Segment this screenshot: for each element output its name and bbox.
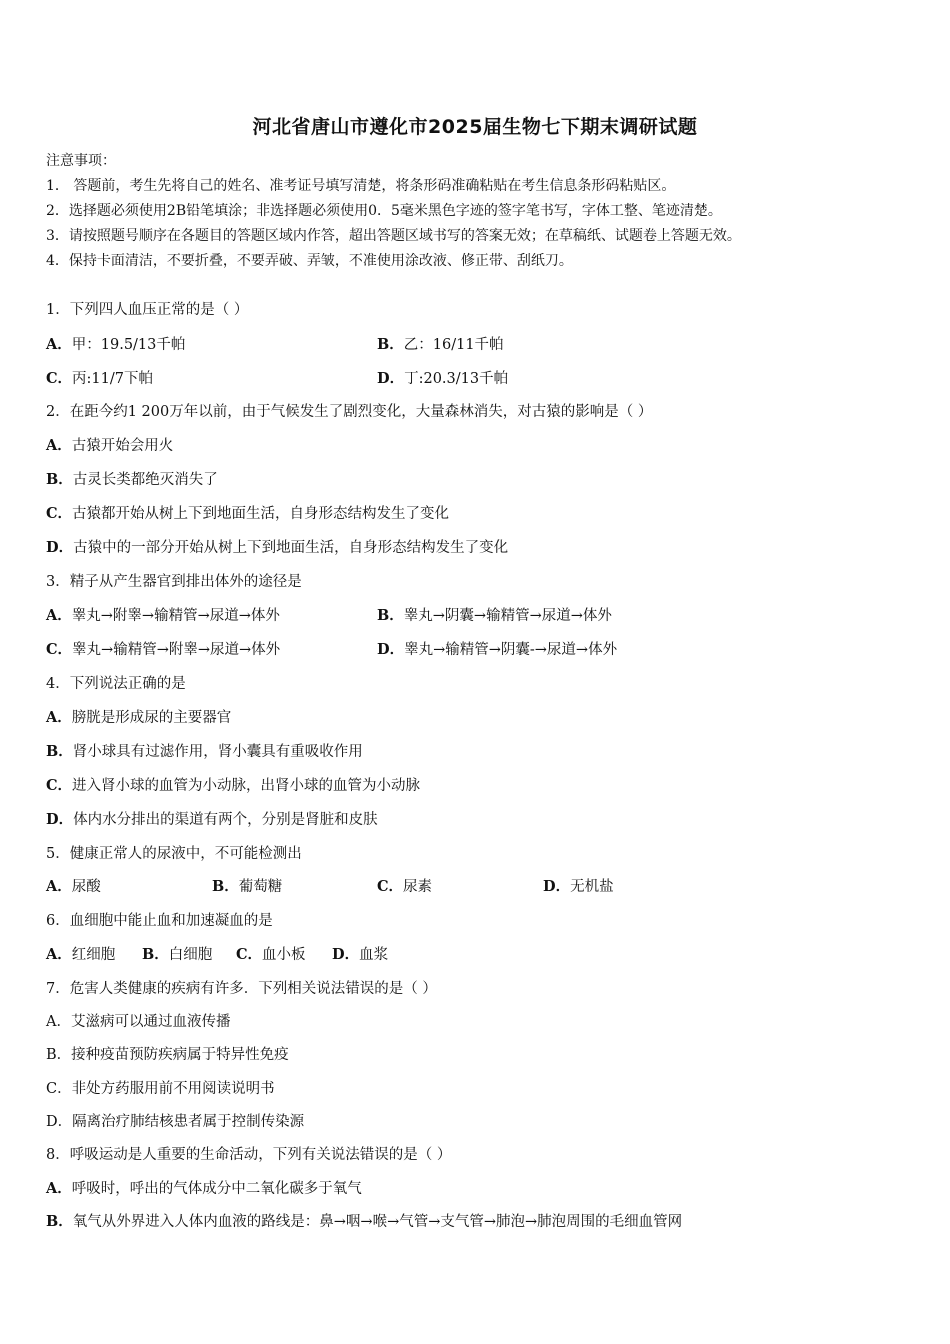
question-6-option-d: D．血浆 xyxy=(332,946,389,963)
question-3-option-d: D．睾丸→输精管→阴囊-→尿道→体外 xyxy=(377,641,618,658)
notice-item-4: 4．保持卡面清洁，不要折叠，不要弄破、弄皱，不准使用涂改液、修正带、刮纸刀。 xyxy=(46,253,573,269)
question-3-option-b: B．睾丸→阴囊→输精管→尿道→体外 xyxy=(377,607,612,624)
question-1-option-a: A．甲：19.5/13千帕 xyxy=(46,336,186,353)
notice-item-2: 2．选择题必须使用2B铅笔填涂；非选择题必须使用0．5毫米黑色字迹的签字笔书写，字体工整、笔迹清楚。 xyxy=(46,203,722,219)
question-6-option-a: A．红细胞 xyxy=(46,946,116,963)
question-2-stem: 2．在距今约1 200万年以前，由于气候发生了剧烈变化，大量森林消失，对古猿的影响是（ ） xyxy=(46,404,653,420)
page-title: 河北省唐山市遵化市2025届生物七下期末调研试题 xyxy=(252,116,698,138)
question-2-option-b: B．古灵长类都绝灭消失了 xyxy=(46,471,218,488)
question-4-stem: 4．下列说法正确的是 xyxy=(46,676,186,692)
question-8-stem: 8．呼吸运动是人重要的生命活动，下列有关说法错误的是（ ） xyxy=(46,1147,452,1163)
question-5-option-b: B．葡萄糖 xyxy=(212,878,283,895)
question-7-option-a: A．艾滋病可以通过血液传播 xyxy=(46,1014,231,1030)
question-3-stem: 3．精子从产生器官到排出体外的途径是 xyxy=(46,574,302,590)
question-3-option-c: C．睾丸→输精管→附睾→尿道→体外 xyxy=(46,641,281,658)
question-4-option-b: B．肾小球具有过滤作用，肾小囊具有重吸收作用 xyxy=(46,743,363,760)
question-2-option-c: C．古猿都开始从树上下到地面生活，自身形态结构发生了变化 xyxy=(46,505,450,522)
question-7-option-d: D．隔离治疗肺结核患者属于控制传染源 xyxy=(46,1114,305,1130)
question-6-stem: 6．血细胞中能止血和加速凝血的是 xyxy=(46,913,273,929)
question-5-option-d: D．无机盐 xyxy=(543,878,614,895)
question-6-option-c: C．血小板 xyxy=(236,946,306,963)
question-1-stem: 1．下列四人血压正常的是（ ） xyxy=(46,302,249,318)
question-2-option-a: A．古猿开始会用火 xyxy=(46,437,174,454)
question-1-option-d: D．丁:20.3/13千帕 xyxy=(377,370,509,387)
question-1-option-c: C．丙:11/7下帕 xyxy=(46,370,153,387)
question-5-option-c: C．尿素 xyxy=(377,878,433,895)
question-5-option-a: A．尿酸 xyxy=(46,878,101,895)
question-2-option-d: D．古猿中的一部分开始从树上下到地面生活，自身形态结构发生了变化 xyxy=(46,539,509,556)
question-5-stem: 5．健康正常人的尿液中，不可能检测出 xyxy=(46,846,302,862)
question-4-option-d: D．体内水分排出的渠道有两个，分别是肾脏和皮肤 xyxy=(46,811,378,828)
question-4-option-a: A．膀胱是形成尿的主要器官 xyxy=(46,709,232,726)
question-6-option-b: B．白细胞 xyxy=(142,946,213,963)
notice-heading: 注意事项： xyxy=(46,153,116,169)
question-7-option-c: C．非处方药服用前不用阅读说明书 xyxy=(46,1081,275,1097)
question-7-option-b: B．接种疫苗预防疾病属于特异性免疫 xyxy=(46,1047,289,1063)
question-4-option-c: C．进入肾小球的血管为小动脉，出肾小球的血管为小动脉 xyxy=(46,777,421,794)
question-7-stem: 7．危害人类健康的疾病有许多．下列相关说法错误的是（ ） xyxy=(46,981,437,997)
question-8-option-a: A．呼吸时，呼出的气体成分中二氧化碳多于氧气 xyxy=(46,1180,362,1197)
question-8-option-b: B．氧气从外界进入人体内血液的路线是：鼻→咽→喉→气管→支气管→肺泡→肺泡周围的毛细血管网 xyxy=(46,1213,683,1230)
notice-item-3: 3．请按照题号顺序在各题目的答题区域内作答，超出答题区域书写的答案无效；在草稿纸、试题卷上答题无效。 xyxy=(46,228,741,244)
question-1-option-b: B．乙：16/11千帕 xyxy=(377,336,504,353)
notice-item-1: 1． 答题前，考生先将自己的姓名、准考证号填写清楚，将条形码准确粘贴在考生信息条形码粘贴区。 xyxy=(46,178,676,194)
question-3-option-a: A．睾丸→附睾→输精管→尿道→体外 xyxy=(46,607,280,624)
